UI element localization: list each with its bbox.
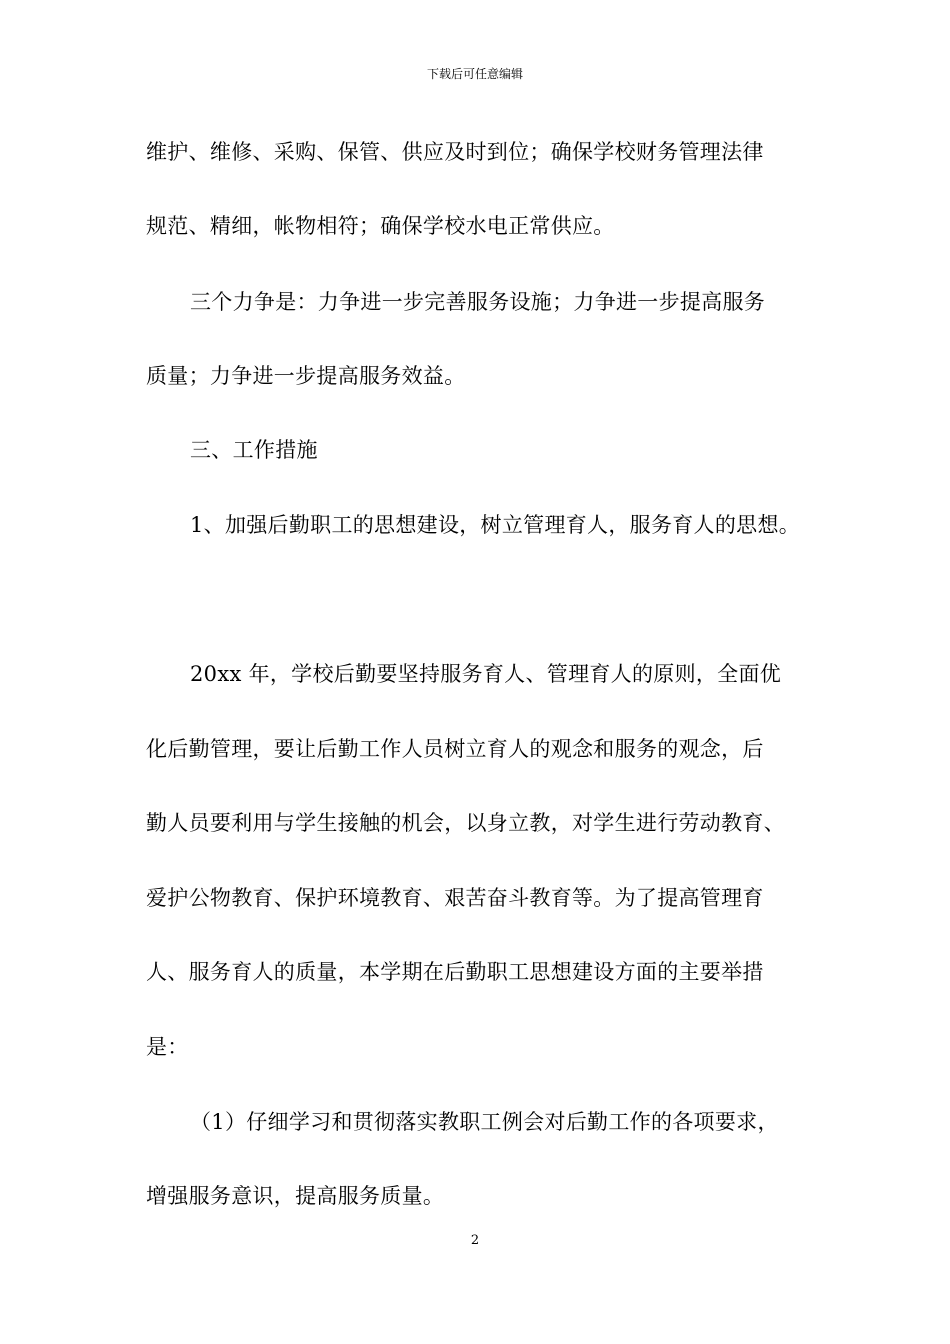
body-line: 人、服务育人的质量，本学期在后勤职工思想建设方面的主要举措 [146, 960, 764, 984]
page-header: 下载后可任意编辑 [426, 67, 523, 81]
body-line: 化后勤管理，要让后勤工作人员树立育人的观念和服务的观念，后 [146, 737, 764, 761]
body-line: 爱护公物教育、保护环境教育、艰苦奋斗教育等。为了提高管理育 [146, 886, 764, 910]
body-line: 规范、精细，帐物相符；确保学校水电正常供应。 [146, 214, 615, 238]
body-line: 质量；力争进一步提高服务效益。 [146, 364, 466, 388]
body-line: 增强服务意识，提高服务质量。 [146, 1184, 445, 1208]
body-line: 三个力争是：力争进一步完善服务设施；力争进一步提高服务 [190, 290, 766, 314]
body-line: 勤人员要利用与学生接触的机会，以身立教，对学生进行劳动教育、 [146, 811, 785, 835]
body-line: 20xx 年，学校后勤要坚持服务育人、管理育人的原则，全面优 [190, 662, 782, 686]
page-number: 2 [470, 1233, 480, 1248]
subsection-heading: 1、加强后勤职工的思想建设，树立管理育人，服务育人的思想。 [190, 513, 801, 537]
body-line: 是： [146, 1035, 189, 1059]
section-heading: 三、工作措施 [190, 438, 318, 462]
body-line: （1）仔细学习和贯彻落实教职工例会对后勤工作的各项要求， [190, 1110, 779, 1134]
body-line: 维护、维修、采购、保管、供应及时到位；确保学校财务管理法律 [146, 140, 764, 164]
